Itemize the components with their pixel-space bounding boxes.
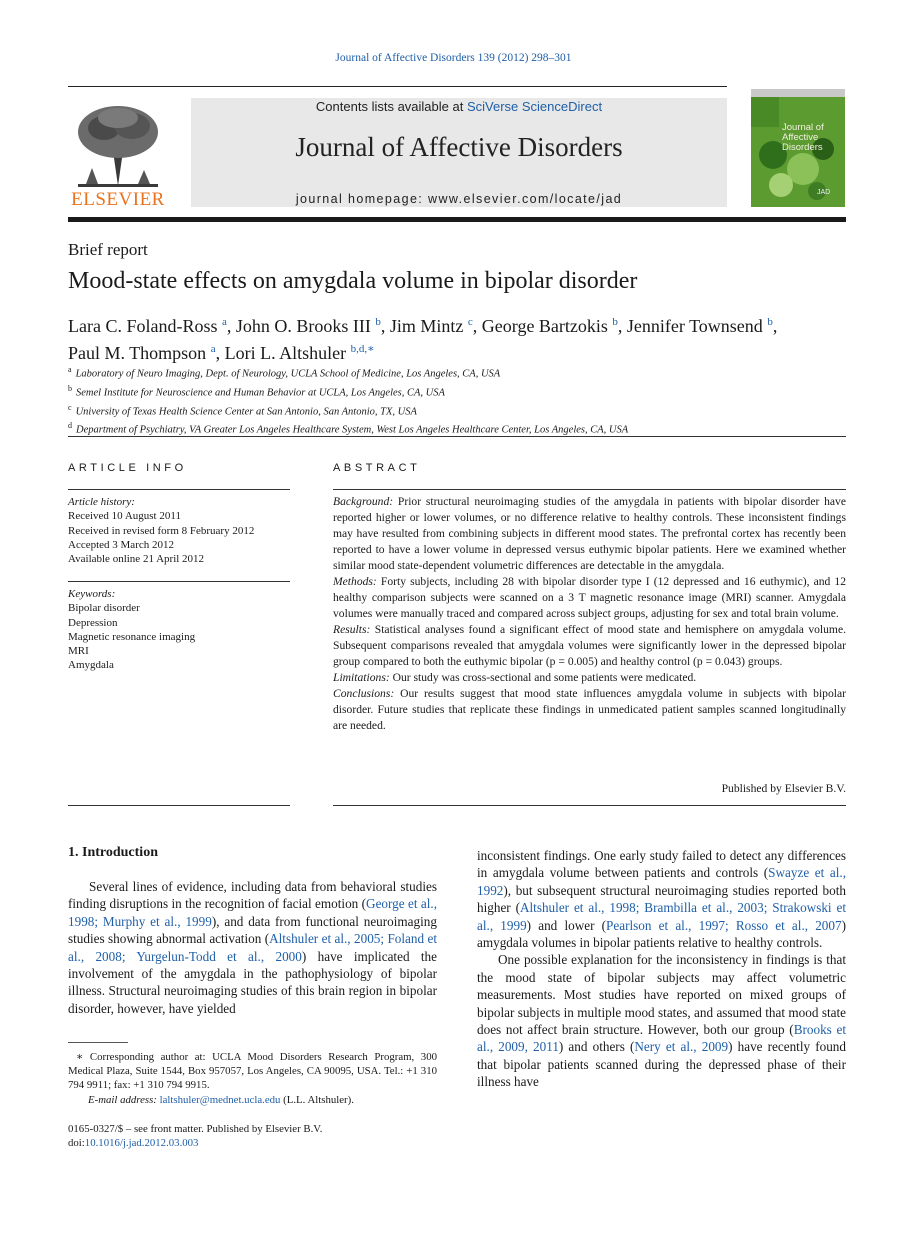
elsevier-wordmark: ELSEVIER xyxy=(71,189,165,210)
sciencedirect-link[interactable]: SciVerse ScienceDirect xyxy=(466,99,603,114)
citation-link[interactable]: Nery et al., 2009 xyxy=(634,1039,729,1055)
author-name: Lara C. Foland-Ross xyxy=(68,316,218,336)
body-column-right xyxy=(477,847,846,1091)
abstract-section-label: Methods: xyxy=(333,575,377,588)
article-info-heading: ARTICLE INFO xyxy=(68,462,187,474)
abstract-section xyxy=(333,494,846,574)
author-name: George Bartzokis xyxy=(481,316,608,336)
abstract-section xyxy=(333,622,846,670)
keyword-list xyxy=(68,601,290,672)
keyword-item: Magnetic resonance imaging xyxy=(68,630,196,643)
intro-paragraph-2 xyxy=(477,951,846,1090)
body-text: inconsistent findings. One early study failed to detect any differences in amygdala volume between patients and controls ( xyxy=(477,848,846,881)
abstract-rule-top xyxy=(333,489,846,490)
abstract-section-text: Statistical analyses found a significant effect of mood state and hemisphere on amygdala volume. Subsequent comparisons revealed that amygdala volumes were significantly lower in the depressed bipolar group compared to both the euthymic bipolar (p = 0.005) and healthy control (p = 0.043) groups. xyxy=(333,623,846,668)
author-affiliation-marker[interactable]: a xyxy=(210,343,216,355)
email-suffix: (L.L. Altshuler). xyxy=(280,1093,354,1106)
issn-line: 0165-0327/$ – see front matter. Published by Elsevier B.V. xyxy=(68,1123,323,1135)
author-name: John O. Brooks III xyxy=(235,316,371,336)
contents-line xyxy=(191,99,727,114)
abstract-section-text: Prior structural neuroimaging studies of the amygdala in patients with bipolar disorder have reported higher or lower volumes, or no difference relative to healthy controls. These inconsistent findings may have resulted from combining subjects in different mood states. The prefrontal cortex has recently been reported to have a lower volume in depressed versus euthymic bipolar patients. Here we examined whether similar mood state-dependent volumetric differences are detectable in the amygdala. xyxy=(333,495,846,572)
section-heading-introduction: 1. Introduction xyxy=(68,845,158,860)
intro-paragraph-1-continued xyxy=(477,847,846,951)
abstract-section-label: Conclusions: xyxy=(333,687,395,700)
cover-logo-text: JAD xyxy=(817,189,831,196)
author-affiliation-marker[interactable]: c xyxy=(467,316,473,328)
author-affiliation-marker[interactable]: b xyxy=(375,316,381,328)
keyword-item: Depression xyxy=(68,616,118,629)
body-text: ) and others ( xyxy=(558,1039,635,1055)
history-item: Available online 21 April 2012 xyxy=(68,553,205,566)
article-info-rule-mid xyxy=(68,581,290,582)
history-item: Accepted 3 March 2012 xyxy=(68,538,174,551)
citation-link[interactable]: George et al., 1998; Murphy et al., 1999 xyxy=(68,896,438,929)
affiliation-text: Semel Institute for Neuroscience and Human Behavior at UCLA, Los Angeles, CA, USA xyxy=(76,387,445,399)
article-title: Mood-state effects on amygdala volume in bipolar disorder xyxy=(68,268,638,294)
history-label: Article history: xyxy=(68,496,135,508)
author-name: Jennifer Townsend xyxy=(626,316,763,336)
footnote-rule xyxy=(68,1042,128,1043)
body-text: ) amygdala volumes in bipolar patients relative to healthy controls. xyxy=(477,917,846,951)
keyword-item: Bipolar disorder xyxy=(68,602,140,615)
doi-link[interactable]: 10.1016/j.jad.2012.03.003 xyxy=(84,1137,199,1150)
footnote-marker: ∗ xyxy=(76,1051,84,1063)
journal-title: Journal of Affective Disorders xyxy=(295,132,623,162)
body-text: ), but subsequent structural neuroimaging studies reported both higher ( xyxy=(477,882,846,916)
cover-journal-title: Journal of Affective Disorders xyxy=(782,122,824,153)
history-item: Received 10 August 2011 xyxy=(68,510,181,523)
author-name: Jim Mintz xyxy=(389,316,464,336)
keywords-block xyxy=(68,587,290,673)
article-info-rule-bottom xyxy=(68,805,290,806)
citation-link[interactable]: Altshuler et al., 1998; Brambilla et al., 2003; Strakowski et al., 1999 xyxy=(477,900,846,933)
abstract-section xyxy=(333,574,846,622)
citation-link[interactable]: Altshuler et al., 2005; Foland et al., 2008; Yurgelun-Todd et al., 2000 xyxy=(68,931,437,964)
front-matter xyxy=(68,1122,437,1150)
affiliation-key: b xyxy=(68,383,72,393)
affiliation-text: Laboratory of Neuro Imaging, Dept. of Neurology, UCLA School of Medicine, Los Angeles, CA, USA xyxy=(75,368,501,380)
abstract-section-text: Our results suggest that mood state influences amygdala volume in subjects with bipolar disorder. Future studies that replicate these findings in unmedicated patient samples scanned longitudinally are needed. xyxy=(333,687,846,732)
abstract-section-label: Background: xyxy=(333,495,394,508)
abstract-section-text: Our study was cross-sectional and some patients were medicated. xyxy=(389,671,697,684)
author-email-link[interactable]: laltshuler@mednet.ucla.edu xyxy=(159,1093,281,1106)
journal-citation[interactable]: Journal of Affective Disorders 139 (2012) 298–301 xyxy=(335,52,572,64)
abstract-section-label: Results: xyxy=(333,623,371,636)
abstract-body xyxy=(333,494,846,734)
abstract-rule-bottom xyxy=(333,805,846,806)
affiliation-item xyxy=(68,363,848,382)
title-block-rule xyxy=(68,436,846,437)
keywords-label: Keywords: xyxy=(68,588,116,600)
affiliation-key: c xyxy=(68,402,72,412)
author-name: Paul M. Thompson xyxy=(68,343,207,363)
abstract-heading: ABSTRACT xyxy=(333,462,421,474)
body-text: One possible explanation for the inconsistency in findings is that the mood state of bipolar subjects may affect volumetric measurements. Most studies have reported on mixed groups of bipolar subjects in multiple mood states, and assumed that mood state does not affect brain structure. However, both our group ( xyxy=(477,952,846,1038)
body-text: ), and data from functional neuroimaging studies showing abnormal activation ( xyxy=(68,913,437,947)
article-info-rule-top xyxy=(68,489,290,490)
keyword-item: MRI xyxy=(68,645,89,658)
doi-label: doi: xyxy=(68,1137,85,1150)
journal-homepage[interactable]: journal homepage: www.elsevier.com/locate/jad xyxy=(295,192,623,206)
article-info xyxy=(68,495,290,566)
author-affiliation-marker[interactable]: a xyxy=(221,316,227,328)
affiliation-text: Department of Psychiatry, VA Greater Los Angeles Healthcare System, West Los Angeles Healthcare Center, Los Angeles, CA, USA xyxy=(76,424,629,436)
body-text: Several lines of evidence, including data from behavioral studies finding disruptions in the recognition of facial emotion ( xyxy=(68,879,437,912)
article-type: Brief report xyxy=(68,240,148,259)
abstract-section-label: Limitations: xyxy=(333,671,390,684)
affiliations xyxy=(68,363,848,438)
affiliation-key: a xyxy=(68,365,72,374)
abstract-publisher: Published by Elsevier B.V. xyxy=(721,782,846,795)
corresponding-author-footnote xyxy=(68,1050,437,1107)
citation-link[interactable]: Swayze et al., 1992 xyxy=(477,865,846,898)
affiliation-text: University of Texas Health Science Center at San Antonio, San Antonio, TX, USA xyxy=(75,406,417,418)
body-text: ) have recently found that bipolar patients scanned during the depressed phase of their illness have xyxy=(477,1039,846,1090)
affiliation-item xyxy=(68,401,848,420)
abstract-section-text: Forty subjects, including 28 with bipolar disorder type I (12 depressed and 16 euthymic), and 12 healthy comparison subjects were scanned on a 3 T magnetic resonance image (MRI) scanner. Amygdala volumes were manually traced and compared across subject groups, adjusting for sex and total brain volume. xyxy=(333,575,846,620)
masthead-top-rule xyxy=(68,86,727,87)
author-list: Lara C. Foland-Ross $^a$, John O. Brooks III $^b$, Jim Mintz $^c$, George Bartzokis $^b$, Jennifer Townsend $^b$, Paul M. Thompson $^a$, Lori L. Altshuler $^{b,d,∗}$ xyxy=(68,316,778,363)
contents-prefix: Contents lists available at xyxy=(315,99,467,114)
author-affiliation-marker[interactable]: b xyxy=(767,316,773,328)
footnote-text: Corresponding author at: UCLA Mood Disorders Research Program, 300 Medical Plaza, Suite 1544, Box 957057, Los Angeles, CA 90095, USA. Tel.: +1 310 794 9911; fax: +1 310 794 9915. xyxy=(68,1051,437,1092)
abstract-section xyxy=(333,686,846,734)
citation-link[interactable]: Pearlson et al., 1997; Rosso et al., 2007 xyxy=(606,917,842,933)
author-name: Lori L. Altshuler xyxy=(224,343,347,363)
intro-paragraph-1 xyxy=(68,878,437,1017)
keyword-item: Amygdala xyxy=(68,659,114,672)
author-affiliation-marker[interactable]: b xyxy=(612,316,618,328)
body-text: ) and lower ( xyxy=(526,917,607,933)
affiliation-item xyxy=(68,382,848,401)
body-text: ) have implicated the involvement of the amygdala in the pathophysiology of bipolar illness. Structural neuroimaging studies of this brain region in bipolar disorder, however, have yielded xyxy=(68,948,438,1016)
affiliation-key: d xyxy=(68,421,72,431)
abstract-section xyxy=(333,670,846,686)
history-list xyxy=(68,509,290,566)
author-affiliation-marker[interactable]: b,d,∗ xyxy=(350,343,375,355)
history-item: Received in revised form 8 February 2012 xyxy=(68,524,255,537)
email-label: E-mail address: xyxy=(88,1093,157,1106)
masthead-bottom-rule xyxy=(68,217,846,222)
body-column-left xyxy=(68,878,437,1017)
citation-link[interactable]: Brooks et al., 2009, 2011 xyxy=(477,1022,846,1055)
